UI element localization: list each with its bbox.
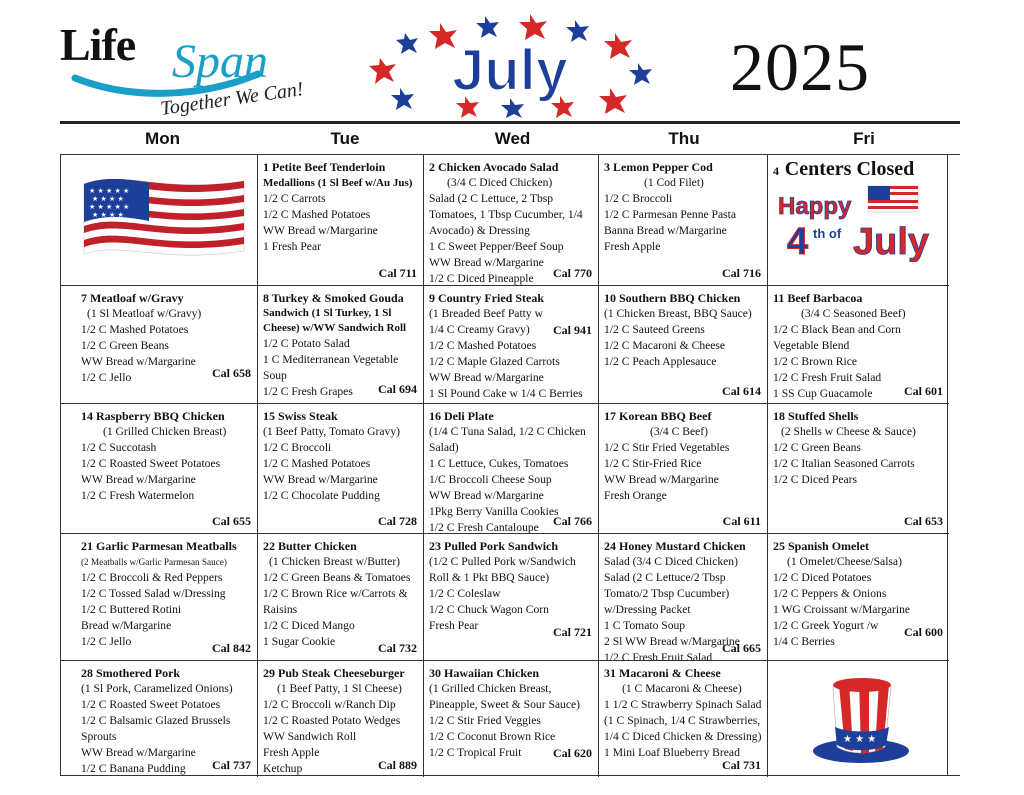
meal-title: 1 Petite Beef Tenderloin	[263, 160, 386, 174]
day-cell-2	[424, 155, 599, 286]
meal-line: 1/2 C Roasted Sweet Potatoes	[81, 457, 221, 470]
meal-line: (1 Chicken Breast, BBQ Sauce)	[604, 307, 752, 320]
day-cell-3	[599, 155, 768, 286]
meal-line: 2 Sl WW Bread w/Margarine	[604, 635, 740, 648]
meal-line: 1/2 C Balsamic Glazed Brussels Sprouts	[81, 714, 231, 743]
happy-fourth-of-july-image	[773, 182, 943, 262]
star-icon	[629, 63, 652, 85]
menu-calendar-grid	[60, 154, 948, 776]
day-cell-17	[599, 404, 768, 534]
meal-line: Salad (3/4 C Diced Chicken)	[604, 555, 738, 568]
meal-line: 1/2 C Brown Rice w/Carrots & Raisins	[263, 587, 408, 616]
meal-title: 24 Honey Mustard Chicken	[604, 539, 746, 553]
july-banner-image	[360, 8, 660, 118]
star-icon	[476, 16, 499, 38]
meal-line: Fresh Apple	[263, 746, 320, 759]
calorie-total: Cal 941	[553, 323, 592, 337]
meal-line: (1 C Macaroni & Cheese)	[622, 682, 742, 695]
calorie-total: Cal 665	[722, 641, 761, 655]
american-flag-icon	[79, 169, 249, 264]
meal-line: WW Bread w/Margarine	[604, 473, 719, 486]
th-of-text: th of	[813, 226, 842, 241]
meal-line: Salad (2 C Lettuce, 2 Tbsp Tomatoes, 1 Tbsp Cucumber, 1/4 Avocado) & Dressing	[429, 192, 583, 237]
meal-line: 1/2 C Coleslaw	[429, 587, 501, 600]
meal-line: WW Sandwich Roll	[263, 730, 357, 743]
meal-line: Banna Bread w/Margarine	[604, 224, 727, 237]
meal-line: (1 Cod Filet)	[644, 176, 704, 189]
meal-line: 1/2 C Diced Pears	[773, 473, 858, 486]
day-cell-10	[599, 286, 768, 404]
day-cell-21	[61, 534, 258, 661]
meal-title: 28 Smothered Pork	[81, 666, 181, 680]
svg-text:★ ★ ★ ★: ★ ★ ★ ★	[92, 211, 124, 219]
meal-line: WW Bread w/Margarine	[263, 473, 378, 486]
meal-line: 1/2 C Chuck Wagon Corn	[429, 603, 549, 616]
star-icon	[599, 88, 627, 114]
day-cell-30	[424, 661, 599, 777]
meal-line: (1 Beef Patty, 1 Sl Cheese)	[277, 682, 402, 695]
calorie-total: Cal 731	[722, 758, 761, 772]
year-title: 2025	[730, 29, 870, 105]
calorie-total: Cal 766	[553, 514, 592, 528]
day-cell-7	[61, 286, 258, 404]
meal-line: Fresh Pear	[429, 619, 479, 632]
meal-line: Sandwich (1 Sl Turkey, 1 Sl Cheese) w/WW Sandwich Roll	[263, 307, 407, 334]
calorie-total: Cal 732	[378, 641, 417, 655]
calorie-total: Cal 658	[212, 366, 251, 380]
meal-title: 3 Lemon Pepper Cod	[604, 160, 713, 174]
meal-line: WW Bread w/Margarine	[81, 355, 196, 368]
lifespan-logo	[60, 18, 350, 123]
meal-line: (3/4 C Diced Chicken)	[447, 176, 553, 189]
grid-right-margin	[948, 154, 960, 776]
day-cell-29	[258, 661, 424, 777]
meal-line: 1 Sl Pound Cake w 1/4 C Berries	[429, 387, 583, 400]
meal-line: 1/2 C Diced Mango	[263, 619, 355, 632]
meal-line: 1/2 C Green Beans	[81, 339, 169, 352]
meal-title: 31 Macaroni & Cheese	[604, 666, 721, 680]
meal-line: 1/2 C Broccoli & Red Peppers	[81, 571, 223, 584]
calorie-total: Cal 600	[904, 625, 943, 639]
calorie-total: Cal 614	[722, 384, 761, 398]
meal-line: (1 Chicken Breast w/Butter)	[269, 555, 401, 568]
meal-line: (1/4 C Tuna Salad, 1/2 C Chicken Salad)	[429, 425, 586, 454]
day-header-mon: Mon	[145, 129, 180, 148]
calorie-total: Cal 728	[378, 514, 417, 528]
day-cell-31	[599, 661, 768, 777]
calorie-total: Cal 716	[722, 266, 761, 280]
star-icon	[396, 33, 418, 54]
happy-text: Happy	[778, 193, 852, 220]
day-cell-14	[61, 404, 258, 534]
star-icon	[519, 14, 547, 40]
day-number: 4	[773, 164, 779, 178]
meal-title: 22 Butter Chicken	[263, 539, 357, 553]
meal-line: 1 C Mediterranean Vegetable Soup	[263, 353, 399, 382]
meal-line: 1/2 C Broccoli w/Ranch Dip	[263, 698, 396, 711]
meal-line: 1/2 C Potato Salad	[263, 337, 350, 350]
meal-line: (3/4 C Beef)	[650, 425, 708, 438]
meal-line: (1 Grilled Chicken Breast)	[103, 425, 227, 438]
logo-tagline: Together We Can!	[159, 78, 305, 120]
calorie-total: Cal 721	[553, 625, 592, 639]
logo-wordmark-life: Life	[60, 19, 136, 70]
meal-line: 1/2 C Fresh Cantaloupe	[429, 521, 539, 534]
meal-line: 1/2 C Mashed Potatoes	[429, 339, 537, 352]
meal-line: (1 Omelet/Cheese/Salsa)	[787, 555, 902, 568]
day-cell-1	[258, 155, 424, 286]
day-header-thu: Thu	[668, 129, 700, 148]
meal-line: 1/2 C Green Beans	[773, 441, 861, 454]
meal-title: 16 Deli Plate	[429, 409, 494, 423]
day-cell-25	[768, 534, 949, 661]
meal-title: 21 Garlic Parmesan Meatballs	[81, 539, 237, 553]
meal-line: 1/2 C Diced Pineapple	[429, 272, 534, 285]
calorie-total: Cal 737	[212, 758, 251, 772]
calendar-cell-uncle-sam-hat	[768, 661, 949, 777]
logo-wordmark-span: Span	[172, 35, 268, 88]
day-cell-8	[258, 286, 424, 404]
meal-line: 1/2 C Chocolate Pudding	[263, 489, 380, 502]
meal-line: 1/2 C Mashed Potatoes	[81, 323, 189, 336]
meal-line: WW Bread w/Margarine	[429, 256, 544, 269]
meal-title: 14 Raspberry BBQ Chicken	[81, 409, 225, 423]
meal-title: 30 Hawaiian Chicken	[429, 666, 540, 680]
meal-line: 1/2 C Coconut Brown Rice	[429, 730, 556, 743]
meal-line: (2 Meatballs w/Garlic Parmesan Sauce)	[81, 557, 227, 567]
calorie-total: Cal 620	[553, 746, 592, 760]
meal-line: 1/2 C Peppers & Onions	[773, 587, 887, 600]
meal-line: 1/2 C Mashed Potatoes	[263, 208, 371, 221]
day-header-row	[60, 124, 960, 154]
meal-line: 1 Sugar Cookie	[263, 635, 336, 648]
day-header-tue: Tue	[330, 129, 360, 148]
calorie-total: Cal 711	[378, 266, 417, 280]
meal-line: 1 WG Croissant w/Margarine	[773, 603, 911, 616]
meal-line: (1/2 C Pulled Pork w/Sandwich Roll & 1 Pkt BBQ Sauce)	[429, 555, 576, 584]
meal-line: 1/2 C Greek Yogurt /w 1/4 C Berries	[773, 619, 879, 648]
meal-line: 1/2 C Broccoli	[604, 192, 673, 205]
meal-line: 1/2 C Fresh Grapes	[263, 385, 353, 398]
star-icon	[604, 33, 632, 59]
calorie-total: Cal 655	[212, 514, 251, 528]
meal-title: 17 Korean BBQ Beef	[604, 409, 712, 423]
day-cell-15	[258, 404, 424, 534]
meal-title: 2 Chicken Avocado Salad	[429, 160, 559, 174]
meal-title: 10 Southern BBQ Chicken	[604, 291, 741, 305]
meal-line: 1/2 C Broccoli	[263, 441, 332, 454]
july-text: July	[853, 221, 930, 262]
meal-line: 1/2 C Stir Fried Vegetables	[604, 441, 730, 454]
meal-line: (1 C Spinach, 1/4 C Strawberries, 1/4 C Diced Chicken & Dressing)	[604, 714, 762, 743]
day-cell-11	[768, 286, 949, 404]
meal-line: Bread w/Margarine	[81, 619, 172, 632]
meal-line: 1/2 C Roasted Sweet Potatoes	[81, 698, 221, 711]
meal-line: (2 Shells w Cheese & Sauce)	[781, 425, 916, 438]
meal-line: 1 C Sweet Pepper/Beef Soup	[429, 240, 564, 253]
meal-line: 1/2 C Stir Fried Veggies	[429, 714, 541, 727]
calorie-total: Cal 611	[722, 514, 761, 528]
meal-line: WW Bread w/Margarine	[429, 371, 544, 384]
meal-line: Fresh Orange	[604, 489, 667, 502]
meal-title: 23 Pulled Pork Sandwich	[429, 539, 559, 553]
meal-title: 11 Beef Barbacoa	[773, 291, 863, 305]
day-header-fri: Fri	[853, 129, 875, 148]
meal-line: 1 Mini Loaf Blueberry Bread	[604, 746, 740, 759]
hat-stars: ★ ★ ★	[843, 734, 877, 745]
meal-line: 1/2 C Maple Glazed Carrots	[429, 355, 560, 368]
meal-line: 1/2 C Mashed Potatoes	[263, 457, 371, 470]
meal-line: Salad (2 C Lettuce/2 Tbsp Tomato/2 Tbsp Cucumber) w/Dressing Packet	[604, 571, 730, 616]
meal-line: (1 Grilled Chicken Breast, Pineapple, Sweet & Sour Sauce)	[429, 682, 581, 711]
calorie-total: Cal 601	[904, 384, 943, 398]
meal-line: Fresh Apple	[604, 240, 661, 253]
meal-title: 29 Pub Steak Cheeseburger	[263, 666, 405, 680]
meal-line: 1/2 C Macaroni & Cheese	[604, 339, 726, 352]
meal-title: 9 Country Fried Steak	[429, 291, 544, 305]
meal-line: (1 Breaded Beef Patty w 1/4 C Creamy Gravy)	[429, 307, 543, 336]
day-cell-28	[61, 661, 258, 777]
meal-line: 1Pkg Berry Vanilla Cookies	[429, 505, 559, 518]
meal-line: (3/4 C Seasoned Beef)	[801, 307, 906, 320]
meal-line: 1/2 C Green Beans & Tomatoes	[263, 571, 411, 584]
meal-line: (1 Beef Patty, Tomato Gravy)	[263, 425, 400, 438]
svg-text:★ ★ ★ ★: ★ ★ ★ ★	[92, 195, 124, 203]
calorie-total: Cal 842	[212, 641, 251, 655]
meal-line: 1/2 C Jello	[81, 371, 132, 384]
meal-line: 1/2 C Tropical Fruit	[429, 746, 522, 759]
meal-line: 1/2 C Roasted Potato Wedges	[263, 714, 401, 727]
meal-line: 1 C Lettuce, Cukes, Tomatoes	[429, 457, 569, 470]
meal-title: 7 Meatloaf w/Gravy	[81, 291, 184, 305]
meal-line: 1/2 C Fresh Fruit Salad	[773, 371, 882, 384]
svg-text:★ ★ ★ ★ ★: ★ ★ ★ ★ ★	[89, 203, 130, 211]
meal-line: 1/2 C Tossed Salad w/Dressing	[81, 587, 226, 600]
meal-line: 1/2 C Buttered Rotini	[81, 603, 182, 616]
meal-line: 1 1/2 C Strawberry Spinach Salad	[604, 698, 762, 711]
meal-line: 1/2 C Peach Applesauce	[604, 355, 717, 368]
meal-line: 1/2 C Stir-Fried Rice	[604, 457, 702, 470]
calorie-total: Cal 889	[378, 758, 417, 772]
meal-title: 18 Stuffed Shells	[773, 409, 859, 423]
calorie-total: Cal 694	[378, 382, 417, 396]
meal-line: 1/2 C Brown Rice	[773, 355, 858, 368]
meal-line: (1 Sl Pork, Caramelized Onions)	[81, 682, 233, 695]
centers-closed-notice: Centers Closed	[784, 158, 915, 180]
meal-line: Medallions (1 Sl Beef w/Au Jus)	[263, 177, 413, 189]
calorie-total: Cal 770	[553, 266, 592, 280]
meal-line: 1/2 C Jello	[81, 635, 132, 648]
meal-line: Ketchup	[263, 762, 303, 775]
meal-line: 1 SS Cup Guacamole	[773, 387, 873, 400]
meal-line: 1/2 C Parmesan Penne Pasta	[604, 208, 737, 221]
day-cell-16	[424, 404, 599, 534]
meal-title: 25 Spanish Omelet	[773, 539, 870, 553]
meal-line: 1 C Tomato Soup	[604, 619, 686, 632]
meal-line: 1/2 C Fresh Watermelon	[81, 489, 195, 502]
meal-line: WW Bread w/Margarine	[81, 473, 196, 486]
day-cell-4	[768, 155, 949, 286]
day-cell-23	[424, 534, 599, 661]
day-cell-18	[768, 404, 949, 534]
meal-line: WW Bread w/Margarine	[81, 746, 196, 759]
meal-title: 8 Turkey & Smoked Gouda	[263, 291, 404, 305]
meal-line: 1/2 C Sauteed Greens	[604, 323, 705, 336]
star-icon	[391, 88, 414, 110]
calorie-total: Cal 653	[904, 514, 943, 528]
meal-line: 1/2 C Fresh Fruit Salad	[604, 651, 713, 661]
star-icon	[566, 20, 589, 42]
meal-line: WW Bread w/Margarine	[429, 489, 544, 502]
meal-line: (1 Sl Meatloaf w/Gravy)	[87, 307, 202, 320]
day-header-wed: Wed	[494, 129, 531, 148]
fourth-text: 4	[787, 221, 809, 262]
meal-line: WW Bread w/Margarine	[263, 224, 378, 237]
star-icon	[369, 58, 396, 84]
meal-line: 1/2 C Diced Potatoes	[773, 571, 872, 584]
day-cell-9	[424, 286, 599, 404]
day-cell-22	[258, 534, 424, 661]
meal-line: 1/2 C Banana Pudding	[81, 762, 186, 775]
meal-line: 1/2 C Carrots	[263, 192, 326, 205]
banner-july-text: July	[451, 38, 569, 103]
meal-line: 1/2 C Black Bean and Corn Vegetable Blend	[773, 323, 901, 352]
calendar-cell-flag	[61, 155, 258, 286]
meal-line: 1/2 C Italian Seasoned Carrots	[773, 457, 915, 470]
meal-line: 1 Fresh Pear	[263, 240, 321, 253]
meal-line: 1/C Broccoli Cheese Soup	[429, 473, 552, 486]
meal-title: 15 Swiss Steak	[263, 409, 338, 423]
day-cell-24	[599, 534, 768, 661]
svg-text:★ ★ ★ ★ ★: ★ ★ ★ ★ ★	[89, 187, 130, 195]
uncle-sam-hat-icon	[773, 665, 943, 770]
meal-line: 1/2 C Succotash	[81, 441, 157, 454]
